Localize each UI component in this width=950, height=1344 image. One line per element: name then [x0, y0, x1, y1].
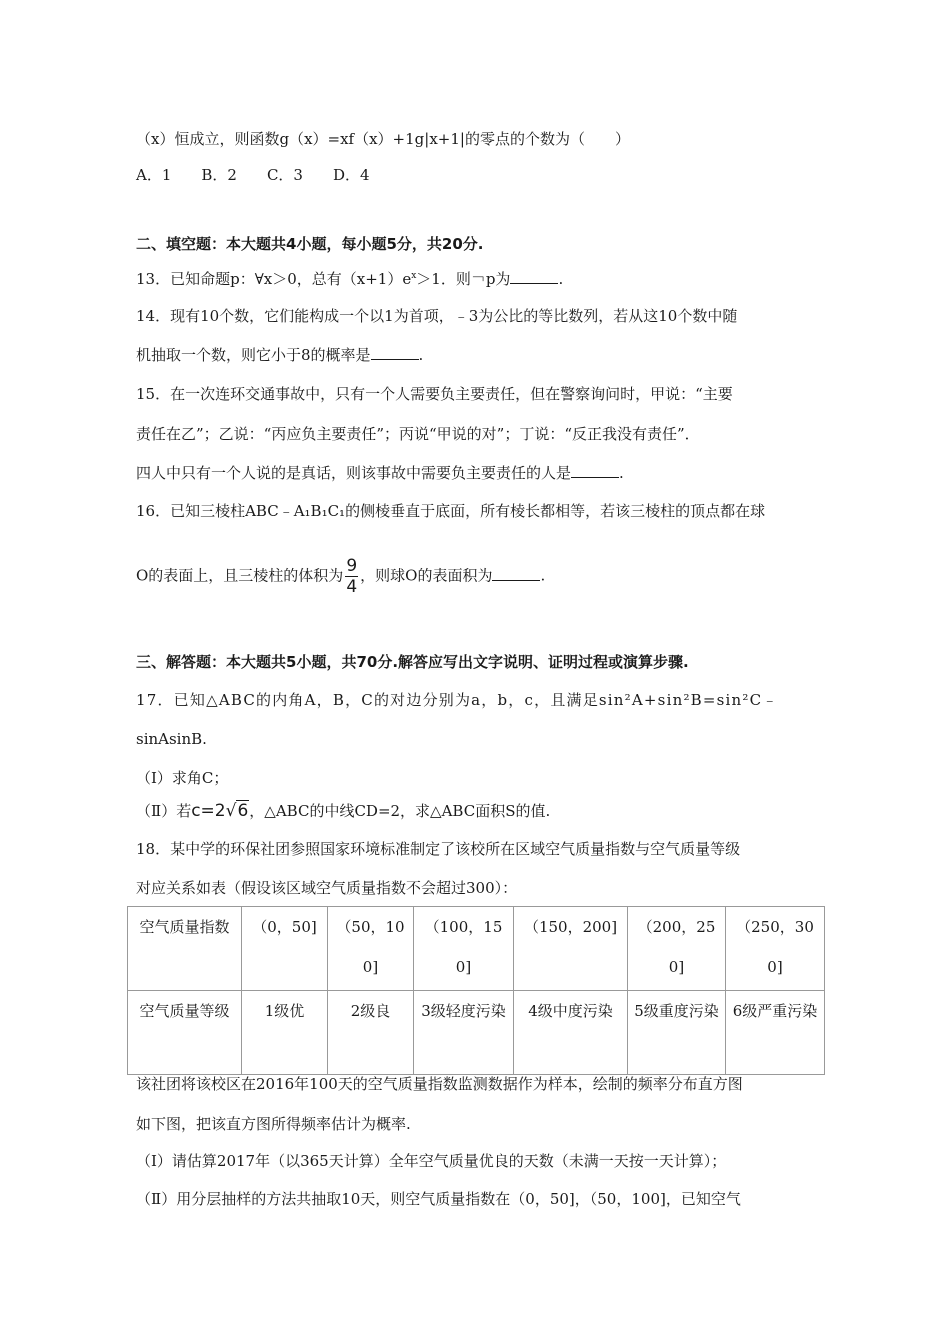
q16-line1: 16．已知三棱柱ABC﹣A₁B₁C₁的侧棱垂直于底面，所有棱长都相等，若该三棱柱的顶点都在球: [136, 502, 766, 520]
fraction-volume: [345, 556, 358, 597]
table-row: [128, 907, 825, 991]
q15-line3: [136, 462, 624, 483]
table-cell: （0，50]: [242, 907, 328, 991]
q13-sup: x: [411, 271, 417, 281]
q17-part2-text-b: ，△ABC的中线CD=2，求△ABC面积S的值.: [249, 802, 551, 820]
q17-line1: 17．已知△ABC的内角A，B，C的对边分别为a，b，c，且满足sin²A+sin²B=sin²C﹣: [136, 691, 779, 709]
fraction-numerator: 9: [346, 556, 358, 576]
q18-after2: 如下图，把该直方图所得频率估计为概率.: [136, 1115, 411, 1133]
q16-line2-text-b: ，则球O的表面积为: [360, 566, 493, 585]
answer-blank: [510, 269, 558, 284]
answer-blank: [571, 463, 619, 478]
answer-blank: [371, 345, 419, 360]
q17-line2: sinAsinB.: [136, 730, 207, 748]
q12-tail: （x）恒成立，则函数g（x）=xf（x）+1g|x+1|的零点的个数为（ ）: [136, 130, 630, 148]
q18-part1: （Ⅰ）请估算2017年（以365天计算）全年空气质量优良的天数（未满一天按一天计算）；: [136, 1152, 727, 1170]
table-cell: 1级优: [242, 991, 328, 1075]
q13-text: 13．已知命题p：∀x＞0，总有（x+1）e: [136, 270, 412, 288]
q13: [136, 268, 563, 289]
table-cell: 2级良: [328, 991, 414, 1075]
q14-line2-text: 机抽取一个数，则它小于8的概率是: [136, 346, 371, 364]
q18-line1: 18．某中学的环保社团参照国家环境标准制定了该校所在区域空气质量指数与空气质量等级: [136, 840, 741, 858]
q15-line2: 责任在乙”；乙说：“丙应负主要责任”；丙说“甲说的对”；丁说：“反正我没有责任”．: [136, 425, 700, 443]
table-cell: （100，150]: [414, 907, 514, 991]
answer-blank: [492, 566, 540, 581]
section2-heading: 二、填空题：本大题共4小题，每小题5分，共20分.: [136, 235, 484, 253]
q13-text2: ＞1．则￢p为: [416, 270, 511, 288]
q17-part2: [136, 800, 550, 821]
q18-part2: （Ⅱ）用分层抽样的方法共抽取10天，则空气质量指数在（0，50]，（50，100]，已知空气: [136, 1190, 741, 1208]
table-cell: （150，200]: [514, 907, 628, 991]
table-row: [128, 991, 825, 1075]
table-cell: 6级严重污染: [726, 991, 825, 1075]
table-cell: 5级重度污染: [628, 991, 726, 1075]
q16-line2: [136, 556, 545, 597]
q15-end: .: [619, 464, 624, 482]
table-cell: （50，100]: [328, 907, 414, 991]
q14-end: .: [418, 346, 424, 364]
q16-end: .: [540, 566, 546, 585]
fraction-denominator: 4: [346, 577, 358, 597]
section3-heading: 三、解答题：本大题共5小题，共70分.解答应写出文字说明、证明过程或演算步骤.: [136, 653, 689, 671]
q17-part2-text-a: （Ⅱ）若: [136, 802, 192, 820]
q14-line2: [136, 344, 423, 365]
q15-line3-text: 四人中只有一个人说的是真话，则该事故中需要负主要责任的人是: [136, 464, 572, 482]
c-equation: c=2√6: [191, 801, 249, 821]
q18-after1: 该社团将该校区在2016年100天的空气质量指数监测数据作为样本，绘制的频率分布直方图: [136, 1075, 743, 1093]
q16-line2-text-a: O的表面上，且三棱柱的体积为: [136, 566, 344, 585]
c-equals: c=2: [191, 801, 226, 821]
aqi-table: [127, 906, 825, 1075]
q18-line2: 对应关系如表（假设该区域空气质量指数不会超过300）：: [136, 879, 518, 897]
q17-part1: （Ⅰ）求角C；: [136, 769, 229, 787]
q15-line1: 15．在一次连环交通事故中，只有一个人需要负主要责任，但在警察询问时，甲说：“主要: [136, 385, 733, 403]
sqrt-radicand: 6: [237, 801, 249, 821]
q14-line1: 14．现有10个数，它们能构成一个以1为首项，﹣3为公比的等比数列，若从这10个数中随: [136, 307, 738, 325]
table-cell: （200，250]: [628, 907, 726, 991]
table-cell: 空气质量指数: [128, 907, 242, 991]
table-cell: （250，300]: [726, 907, 825, 991]
table-cell: 3级轻度污染: [414, 991, 514, 1075]
table-cell: 空气质量等级: [128, 991, 242, 1075]
table-cell: 4级中度污染: [514, 991, 628, 1075]
q12-options: A．1 B．2 C．3 D．4: [136, 166, 370, 184]
q13-end: .: [558, 270, 564, 288]
